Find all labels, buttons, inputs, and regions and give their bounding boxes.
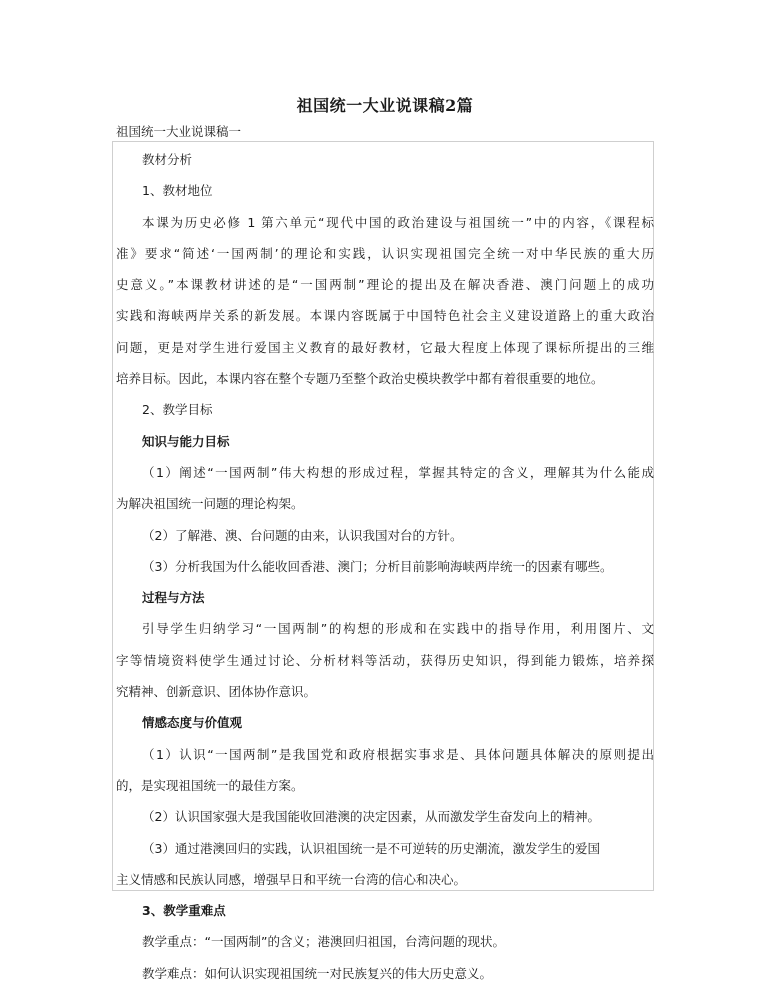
bold-heading: 3、教学重难点 (142, 903, 226, 919)
paragraph-line: （2）认识国家强大是我国能收回港澳的决定因素，从而激发学生奋发向上的精神。 (142, 809, 600, 825)
paragraph-line: （3）通过港澳回归的实践，认识祖国统一是不可逆转的历史潮流，激发学生的爱国 (142, 840, 600, 856)
paragraph-line: 究精神、创新意识、团体协作意识。 (116, 684, 317, 700)
bold-heading: 情感态度与价值观 (142, 715, 243, 731)
paragraph-line: （1）认识“一国两制”是我国党和政府根据实事求是、具体问题具体解决的原则提出 (142, 746, 654, 762)
paragraph-line: （1）阐述“一国两制”伟大构想的形成过程，掌握其特定的含义，理解其为什么能成 (142, 464, 654, 480)
paragraph-line: 字等情境资料使学生通过讨论、分析材料等活动，获得历史知识，得到能力锻炼，培养探 (116, 652, 654, 668)
paragraph-line: 引导学生归纳学习“一国两制”的构想的形成和在实践中的指导作用，利用图片、文 (142, 621, 654, 637)
document-title: 祖国统一大业说课稿2篇 (296, 96, 474, 115)
paragraph-line: 培养目标。因此，本课内容在整个专题乃至整个政治史模块教学中都有着很重要的地位。 (116, 371, 604, 387)
document-subtitle: 祖国统一大业说课稿一 (116, 124, 242, 139)
subsection-heading: 1、教材地位 (142, 183, 213, 199)
paragraph-line: 主义情感和民族认同感，增强早日和平统一台湾的信心和决心。 (116, 871, 467, 887)
paragraph-line: 为解决祖国统一问题的理论构架。 (116, 496, 304, 512)
paragraph-line: 问题，更是对学生进行爱国主义教育的最好教材，它最大程度上体现了课标所提出的三维 (116, 339, 654, 355)
paragraph-line: 史意义。”本课教材讲述的是“一国两制”理论的提出及在解决香港、澳门问题上的成功 (116, 277, 654, 293)
paragraph-line: （3）分析我国为什么能收回香港、澳门；分析目前影响海峡两岸统一的因素有哪些。 (142, 558, 613, 574)
paragraph-line: （2）了解港、澳、台问题的由来，认识我国对台的方针。 (142, 527, 463, 543)
paragraph-line: 的，是实现祖国统一的最佳方案。 (116, 777, 304, 793)
paragraph-line: 准》要求“简述‘一国两制’的理论和实践，认识实现祖国完全统一对中华民族的重大历 (116, 245, 654, 261)
paragraph-line: 本课为历史必修 1 第六单元“现代中国的政治建设与祖国统一”中的内容，《课程标 (142, 214, 654, 230)
paragraph-line: 教学难点：如何认识实现祖国统一对民族复兴的伟大历史意义。 (142, 965, 493, 981)
bold-heading: 过程与方法 (142, 590, 205, 606)
content-body (116, 144, 654, 989)
bold-heading: 知识与能力目标 (142, 433, 230, 449)
subsection-heading: 2、教学目标 (142, 402, 213, 418)
paragraph-line: 实践和海峡两岸关系的新发展。本课内容既属于中国特色社会主义建设道路上的重大政治 (116, 308, 654, 324)
section-heading: 教材分析 (142, 152, 193, 167)
paragraph-line: 教学重点：“一国两制”的含义；港澳回归祖国，台湾问题的现状。 (142, 934, 505, 950)
